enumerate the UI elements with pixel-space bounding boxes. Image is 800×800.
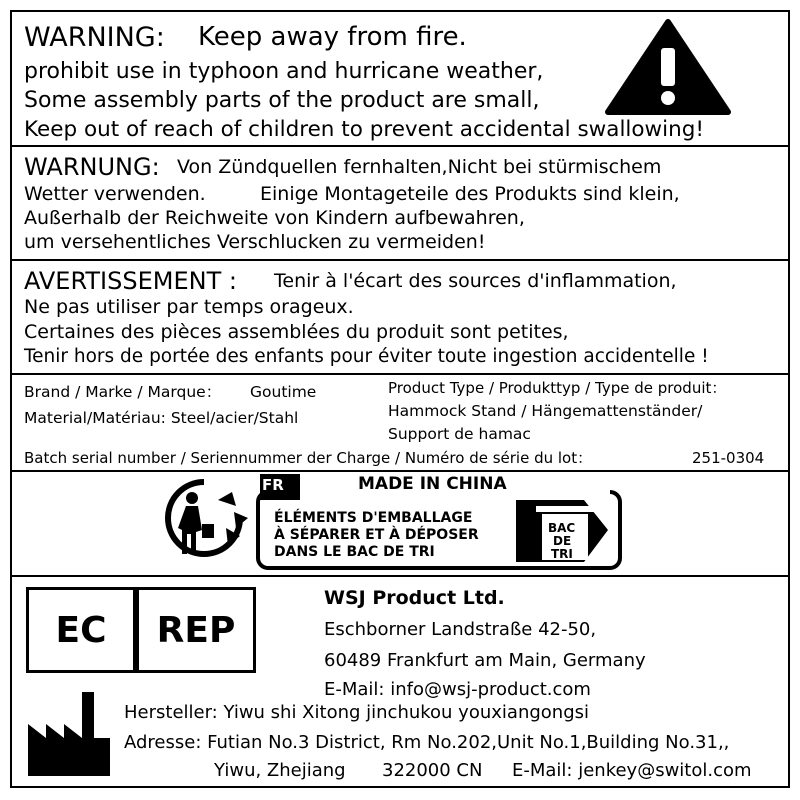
brand-label: Brand / Marke / Marque： [24,383,222,401]
manufacturer-line2: Adresse: Futian No.3 District, Rm No.202,Unit No.1,Building No.31,, [124,732,730,753]
warning-de-line2a: Wetter verwenden. [24,183,206,205]
warning-en-line4: Keep out of reach of children to prevent accidental swallowing! [24,117,704,142]
warning-de-line4: um versehentliches Verschlucken zu vermeiden! [24,231,486,253]
rep-street: Eschborner Landstraße 42-50, [324,619,597,640]
product-type-label: Product Type / Produkttyp / Type de produit： [388,379,727,397]
ec-rep-section [12,577,788,687]
manufacturer-postal: 322000 CN [382,760,483,781]
warning-de-line3: Außerhalb der Reichweite von Kindern aufbewahren, [24,207,525,229]
rep-company: WSJ Product Ltd. [324,587,505,609]
made-in-china: MADE IN CHINA [358,474,507,494]
batch-label: Batch serial number / Seriennummer der Charge / Numéro de série du lot： [24,449,593,467]
warning-en-line2: prohibit use in typhoon and hurricane weather, [24,59,544,84]
ec-box: EC [26,587,136,673]
bin-text1: BAC [548,521,576,535]
recycling-text1: ÉLÉMENTS D'EMBALLAGE [274,510,473,526]
warning-fr-line2: Ne pas utiliser par temps orageux. [24,296,354,318]
recycling-text3: DANS LE BAC DE TRI [274,544,435,560]
bin-text3: TRI [551,547,573,561]
rep-city: 60489 Frankfurt am Main, Germany [324,650,646,671]
warning-en-line3: Some assembly parts of the product are small, [24,88,540,113]
warning-fr-line4: Tenir hors de portée des enfants pour éviter toute ingestion accidentelle ! [24,346,709,367]
manufacturer-line1: Hersteller: Yiwu shi Xitong jinchukou youxiangongsi [124,702,590,723]
manufacturer-email: E-Mail: jenkey@switol.com [512,760,752,781]
manufacturer-city: Yiwu, Zhejiang [214,760,346,781]
rep-email: E-Mail: info@wsj-product.com [324,679,591,700]
factory-icon [24,690,114,780]
warning-en-heading: WARNING: [24,22,165,53]
recycling-text2: À SÉPARER ET À DÉPOSER [274,527,479,543]
rep-box: REP [136,587,256,673]
warning-triangle-icon [604,18,732,116]
warning-en-section [12,12,788,147]
warning-de-line2b: Einige Montageteile des Produkts sind klein, [260,183,680,205]
warning-fr-heading: AVERTISSEMENT : [24,267,237,295]
warning-de-section [12,147,788,261]
warning-fr-line3: Certaines des pièces assemblées du produit sont petites, [24,321,569,343]
recycling-section [12,472,788,577]
product-info-section [12,375,788,472]
product-type-value1: Hammock Stand / Hängemattenständer/ [388,402,703,420]
product-type-value2: Support de hamac [388,425,531,443]
recycling-badge: FR [262,476,284,494]
warning-fr-section [12,261,788,375]
warning-de-line1: Von Zündquellen fernhalten,Nicht bei stürmischem [177,156,662,178]
triman-icon [160,472,248,570]
label-frame [10,10,790,788]
warning-de-heading: WARNUNG: [24,153,160,181]
material-line: Material/Matériau: Steel/acier/Stahl [24,409,299,427]
bin-text2: DE [553,534,572,548]
batch-value: 251-0304 [692,449,765,467]
warning-en-line1: Keep away from fire. [198,22,467,52]
warning-fr-line1: Tenir à l'écart des sources d'inflammation, [274,270,677,292]
brand-value: Goutime [250,383,317,401]
